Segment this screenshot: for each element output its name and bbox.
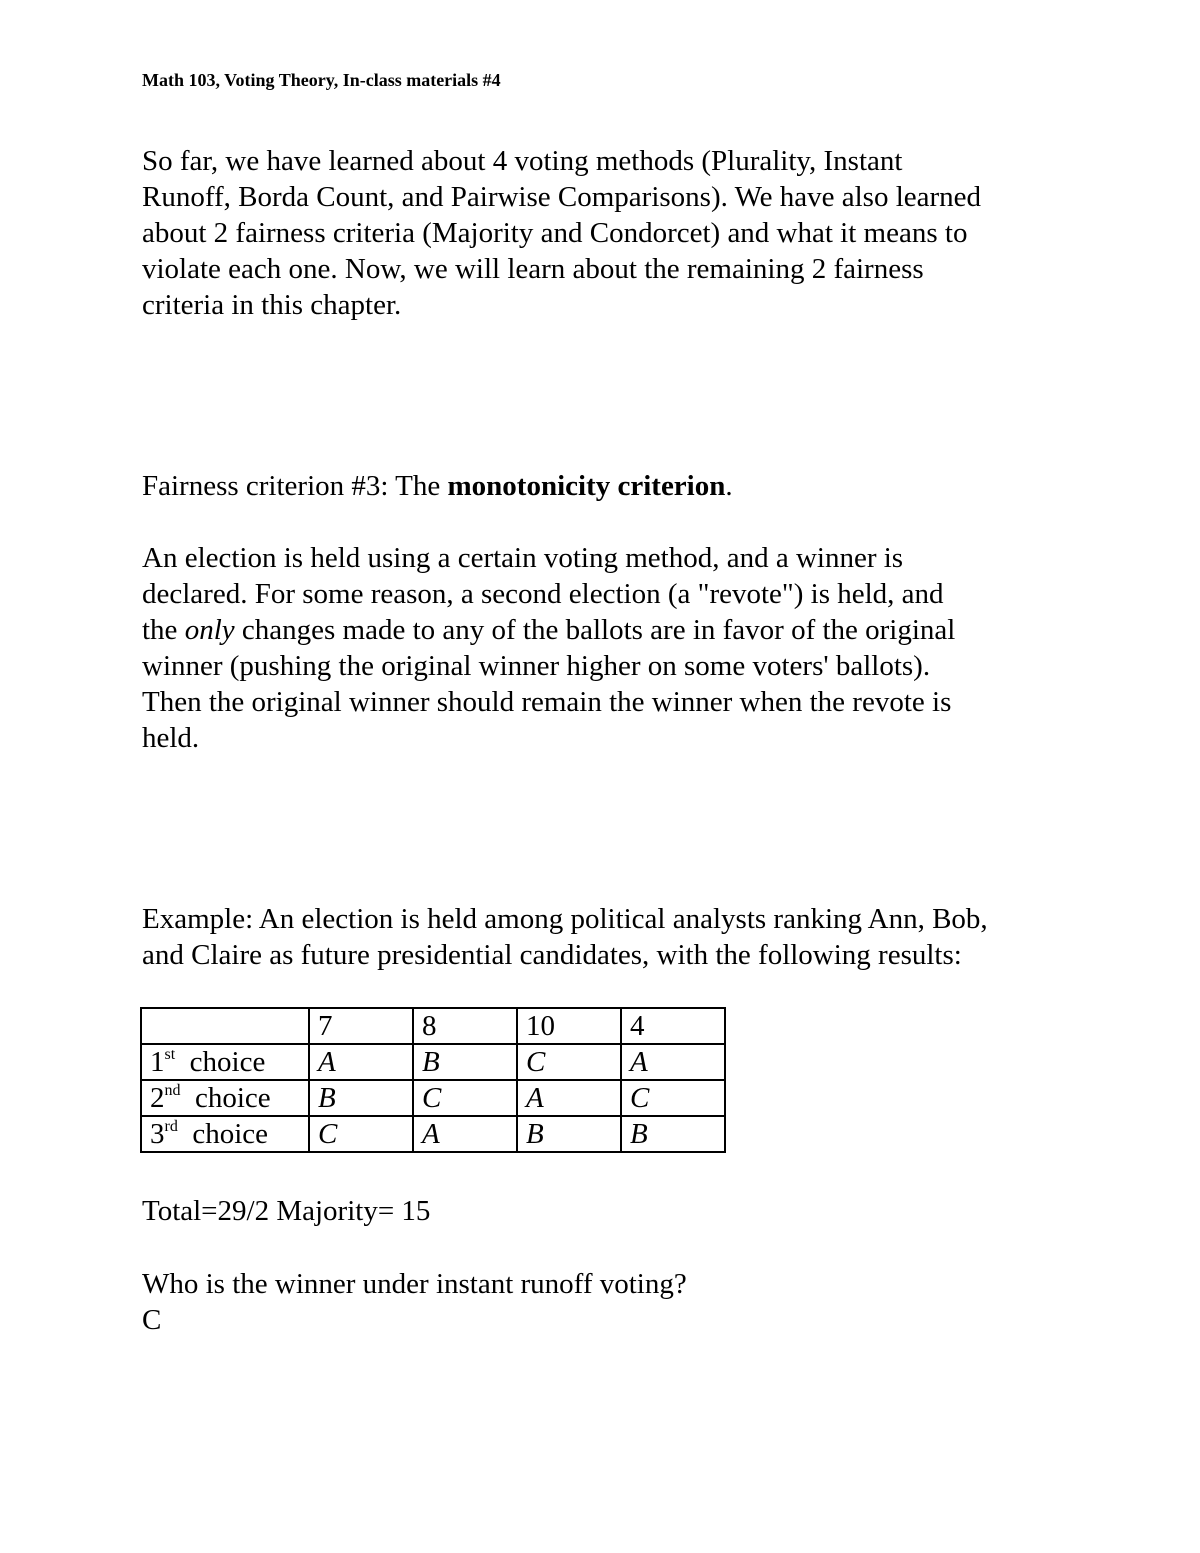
candidate-cell: A xyxy=(621,1044,725,1080)
answer-text: C xyxy=(142,1304,162,1336)
question-block xyxy=(142,1266,1102,1338)
criterion-heading xyxy=(142,468,1102,504)
emphasis-only: only xyxy=(184,614,235,646)
candidate-cell: C xyxy=(621,1080,725,1116)
table-header-row xyxy=(141,1008,725,1044)
intro-line: about 2 fairness criteria (Majority and Condorcet) and what it means to xyxy=(142,217,968,249)
example-paragraph xyxy=(142,901,1102,973)
total-text: Total=29/2 Majority= 15 xyxy=(142,1195,431,1227)
definition-line xyxy=(142,612,1102,648)
rank-label-cell: 2nd choice xyxy=(141,1080,309,1116)
candidate-cell: A xyxy=(309,1044,413,1080)
definition-line: Then the original winner should remain the winner when the revote is xyxy=(142,686,952,718)
table-row xyxy=(141,1080,725,1116)
candidate-cell: A xyxy=(413,1116,517,1152)
intro-line: violate each one. Now, we will learn about the remaining 2 fairness xyxy=(142,253,924,285)
intro-line: Runoff, Borda Count, and Pairwise Comparisons). We have also learned xyxy=(142,181,982,213)
example-line: Example: An election is held among political analysts ranking Ann, Bob, xyxy=(142,903,988,935)
definition-line: An election is held using a certain voting method, and a winner is xyxy=(142,542,904,574)
candidate-cell: C xyxy=(413,1080,517,1116)
definition-line: winner (pushing the original winner higher on some voters' ballots). xyxy=(142,650,931,682)
example-line: and Claire as future presidential candidates, with the following results: xyxy=(142,939,962,971)
intro-line: So far, we have learned about 4 voting methods (Plurality, Instant xyxy=(142,145,903,177)
candidate-cell: C xyxy=(517,1044,621,1080)
candidate-cell: C xyxy=(309,1116,413,1152)
candidate-cell: B xyxy=(517,1116,621,1152)
definition-line: declared. For some reason, a second election (a "revote") is held, and xyxy=(142,578,944,610)
table-row xyxy=(141,1116,725,1152)
total-majority-line xyxy=(142,1193,1102,1229)
criterion-prefix: Fairness criterion #3: The xyxy=(142,470,448,502)
definition-text: changes made to any of the ballots are in favor of the original xyxy=(234,614,956,646)
question-text: Who is the winner under instant runoff voting? xyxy=(142,1268,687,1300)
voter-count-cell: 7 xyxy=(309,1008,413,1044)
rank-label-cell: 3rd choice xyxy=(141,1116,309,1152)
voter-count-cell: 8 xyxy=(413,1008,517,1044)
intro-paragraph xyxy=(142,143,1102,323)
table-corner-cell xyxy=(141,1008,309,1044)
definition-text: the xyxy=(142,614,185,646)
candidate-cell: B xyxy=(309,1080,413,1116)
definition-line: held. xyxy=(142,722,200,754)
table-row xyxy=(141,1044,725,1080)
preference-table xyxy=(140,1007,726,1153)
rank-label-cell: 1st choice xyxy=(141,1044,309,1080)
document-header: Math 103, Voting Theory, In-class materials #4 xyxy=(142,70,501,90)
candidate-cell: A xyxy=(517,1080,621,1116)
definition-paragraph xyxy=(142,540,1102,756)
candidate-cell: B xyxy=(621,1116,725,1152)
candidate-cell: B xyxy=(413,1044,517,1080)
criterion-name: monotonicity criterion xyxy=(447,470,726,502)
criterion-suffix: . xyxy=(725,470,733,502)
voter-count-cell: 4 xyxy=(621,1008,725,1044)
intro-line: criteria in this chapter. xyxy=(142,289,402,321)
voter-count-cell: 10 xyxy=(517,1008,621,1044)
